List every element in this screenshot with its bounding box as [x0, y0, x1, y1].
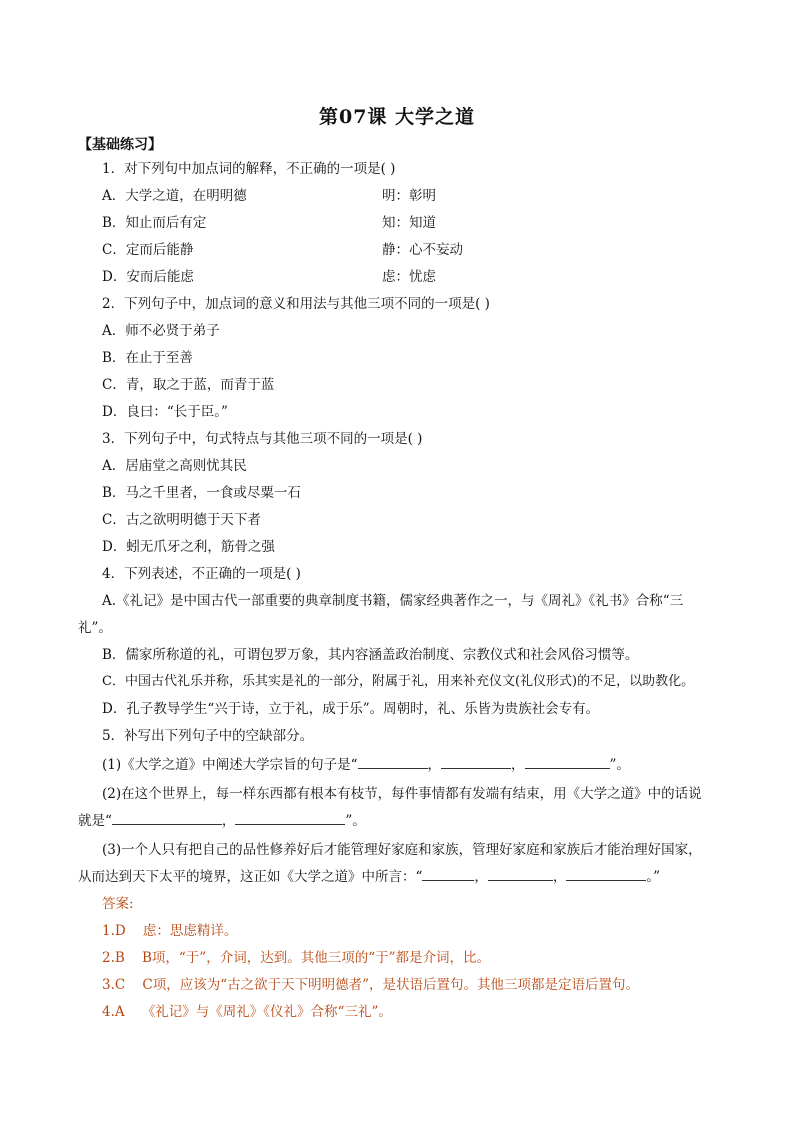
- blank-separator: ，: [511, 757, 525, 773]
- question-3-stem: 3．下列句子中，句式特点与其他三项不同的一项是( ): [102, 431, 423, 447]
- question-4-option-d: D．孔子教导学生“兴于诗，立于礼，成于乐”。周朝时，礼、乐皆为贵族社会专有。: [102, 701, 600, 717]
- question-1-option-b: B．知止而后有定: [102, 215, 207, 231]
- answer-blank[interactable]: [525, 756, 610, 769]
- question-4-option-b: B．儒家所称道的礼，可谓包罗万象，其内容涵盖政治制度、宗教仪式和社会风俗习惯等。: [102, 647, 639, 663]
- answer-blank[interactable]: [566, 868, 646, 881]
- question-5-sentence-1: [102, 756, 630, 774]
- answer-4: [102, 1003, 392, 1021]
- question-3-option-c: C．古之欲明明德于天下者: [102, 512, 261, 528]
- answer-3-text: C项，应该为“古之欲于天下明明德者”，是状语后置句。其他三项都是定语后置句。: [142, 977, 640, 993]
- question-2-option-c: C．青，取之于蓝，而青于蓝: [102, 377, 275, 393]
- answers-label: 答案:: [102, 896, 134, 912]
- question-1-gloss-c: 静：心不妄动: [382, 242, 463, 258]
- answer-2-number: 2.B: [102, 950, 125, 966]
- answer-4-text: 《礼记》与《周礼》《仪礼》合称“三礼”。: [141, 1004, 392, 1020]
- answer-blank[interactable]: [422, 868, 474, 881]
- question-4-stem: 4．下列表述，不正确的一项是( ): [102, 566, 301, 582]
- answer-1-text: 虑：思虑精详。: [142, 923, 238, 939]
- page-title: 第07课 大学之道: [318, 106, 476, 128]
- blank-separator: ，: [427, 757, 442, 773]
- question-2-option-a: A．师不必贤于弟子: [102, 323, 220, 339]
- blank-separator: ，: [221, 813, 236, 829]
- sentence-2-prefix: 就是“: [78, 813, 112, 829]
- question-1-gloss-a: 明：彰明: [382, 188, 436, 204]
- blank-separator: ，: [552, 869, 567, 885]
- question-3-option-a: A．居庙堂之高则忧其民: [102, 458, 247, 474]
- sentence-2-suffix: ”。: [345, 813, 366, 829]
- answer-3: [102, 976, 639, 994]
- question-4-option-c: C．中国古代礼乐并称，乐其实是礼的一部分，附属于礼，用来补充仪文(礼仪形式)的不足，以助教化。: [102, 674, 695, 689]
- question-2-stem: 2．下列句子中，加点词的意义和用法与其他三项不同的一项是( ): [102, 296, 490, 312]
- answer-2-text: B项，“于”，介词，达到。其他三项的“于”都是介词，比。: [141, 950, 491, 966]
- question-2-option-d: D．良曰：“长于臣。”: [102, 404, 228, 420]
- sentence-3-suffix: 。”: [646, 869, 661, 885]
- answer-blank[interactable]: [358, 756, 428, 769]
- question-5-stem: 5．补写出下列句子中的空缺部分。: [102, 728, 314, 744]
- question-5-sentence-3: (3)一个人只有把自己的品性修养好后才能管理好家庭和家族，管理好家庭和家族后才能治理好国家，: [102, 842, 702, 858]
- answer-blank[interactable]: [441, 756, 511, 769]
- answer-1-number: 1.D: [102, 923, 126, 939]
- answer-blank[interactable]: [488, 868, 553, 881]
- answer-blank[interactable]: [235, 812, 345, 825]
- blank-separator: ，: [474, 869, 488, 885]
- answer-1: [102, 922, 237, 940]
- question-1-stem: 1．对下列句中加点词的解释，不正确的一项是( ): [102, 161, 396, 177]
- question-5-sentence-3-blanks: [78, 868, 660, 886]
- question-3-option-b: B．马之千里者，一食或尽粟一石: [102, 485, 301, 501]
- question-4-option-a: A.《礼记》是中国古代一部重要的典章制度书籍，儒家经典著作之一，与《周礼》《礼书》合称“三: [102, 593, 684, 609]
- answer-4-number: 4.A: [102, 1004, 125, 1020]
- question-5-sentence-2: (2)在这个世界上，每一样东西都有根本有枝节，每件事情都有发端有结束，用《大学之道》中的话说: [102, 786, 702, 802]
- section-heading: 【基础练习】: [78, 137, 162, 153]
- question-1-option-a: A．大学之道，在明明德: [102, 188, 247, 204]
- question-2-option-b: B．在止于至善: [102, 350, 193, 366]
- answer-3-number: 3.C: [102, 977, 126, 993]
- sentence-1-suffix: ”。: [609, 757, 630, 773]
- question-1-option-c: C．定而后能静: [102, 242, 194, 258]
- answer-blank[interactable]: [112, 812, 222, 825]
- question-1-gloss-b: 知：知道: [382, 215, 436, 231]
- answer-2: [102, 949, 490, 967]
- question-1-gloss-d: 虑：忧虑: [382, 269, 436, 285]
- sentence-3-prefix: 从而达到天下太平的境界，这正如《大学之道》中所言：“: [78, 869, 423, 885]
- sentence-1-prefix: (1)《大学之道》中阐述大学宗旨的句子是“: [102, 757, 358, 773]
- question-4-option-a-continued: 礼”。: [78, 620, 112, 636]
- question-1-option-d: D．安而后能虑: [102, 269, 194, 285]
- question-3-option-d: D．蚓无爪牙之利，筋骨之强: [102, 539, 275, 555]
- question-5-sentence-2-blanks: [78, 812, 366, 830]
